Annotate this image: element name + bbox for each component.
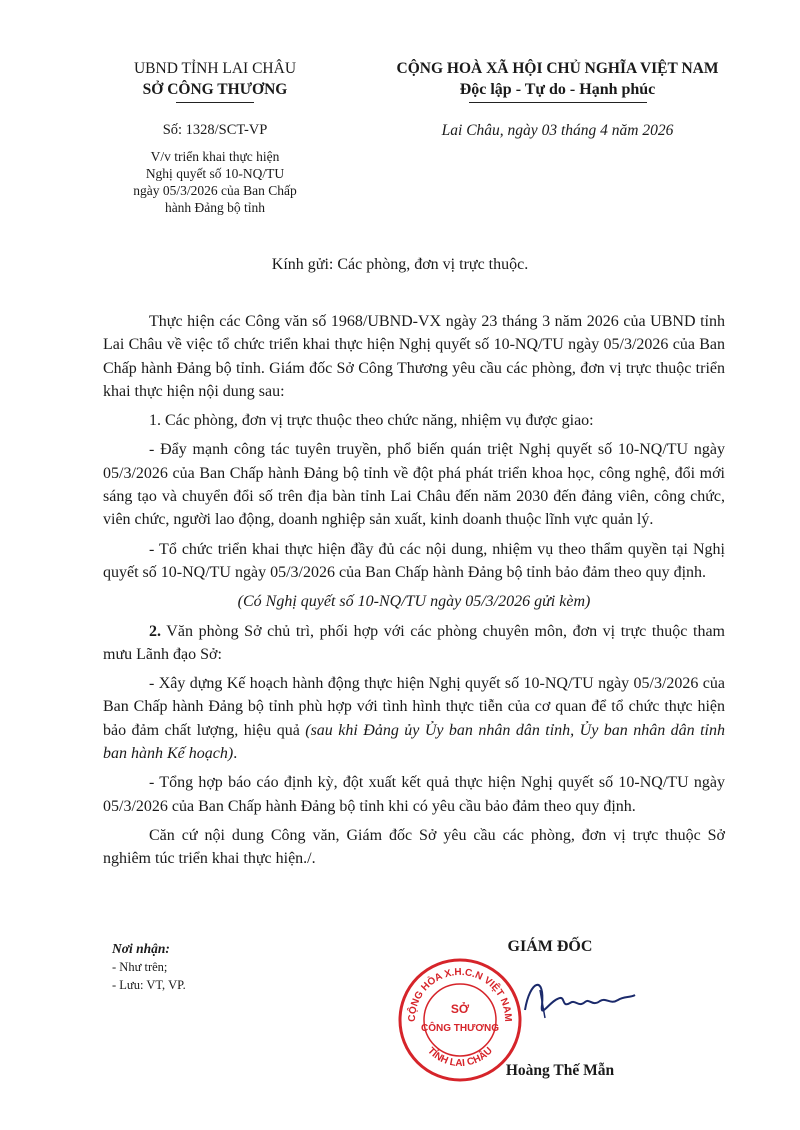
motto-underline bbox=[469, 102, 647, 103]
subject-line: V/v triển khai thực hiện bbox=[150, 149, 280, 164]
recipient-item: - Lưu: VT, VP. bbox=[112, 978, 186, 992]
letter-body bbox=[103, 310, 725, 877]
subject-line: ngày 05/3/2026 của Ban Chấp bbox=[133, 183, 297, 198]
intro-paragraph: Thực hiện các Công văn số 1968/UBND-VX ngày 23 tháng 3 năm 2026 của UBND tỉnh Lai Châu về việc tổ chức triển khai thực hiện Nghị quyết số 10-NQ/TU ngày 05/3/2026 của Ban Chấp hành Đảng bộ tỉnh. Giám đốc Sở Công Thương yêu cầu các phòng, đơn vị trực thuộc triển khai thực hiện nội dung sau: bbox=[103, 313, 725, 400]
recipient-item: - Như trên; bbox=[112, 960, 168, 974]
item1-point-b: - Tổ chức triển khai thực hiện đầy đủ các nội dung, nhiệm vụ theo thẩm quyền tại Nghị quyết số 10-NQ/TU ngày 05/3/2026 của Ban Chấp hành Đảng bộ tỉnh bảo đảm theo quy định. bbox=[103, 540, 725, 581]
document-subject bbox=[100, 148, 330, 216]
item2-point-a-end: . bbox=[233, 745, 238, 763]
item2-point-a bbox=[103, 672, 725, 765]
national-motto: Độc lập - Tự do - Hạnh phúc bbox=[459, 81, 656, 98]
seal-outer-bottom-text: TỈNH LAI CHÂU bbox=[425, 1045, 495, 1070]
item1-heading: 1. Các phòng, đơn vị trực thuộc theo chức năng, nhiệm vụ được giao: bbox=[149, 412, 594, 430]
item2-point-a-text: - Xây dựng Kế hoạch hành động thực hiện Nghị quyết số 10-NQ/TU ngày 05/3/2026 của Ban Chấp hành Đảng bộ tỉnh phù hợp với tình hình thực tiễn của cơ quan để tổ chức thực hiện bảo đảm chất lượng, hiệu quả bbox=[103, 675, 725, 739]
subject-line: Nghị quyết số 10-NQ/TU bbox=[145, 166, 285, 181]
addressee: Kính gửi: Các phòng, đơn vị trực thuộc. bbox=[271, 256, 529, 273]
document-number: Số: 1328/SCT-VP bbox=[162, 122, 268, 138]
subject-line: hành Đảng bộ tỉnh bbox=[164, 200, 266, 215]
recipients-block bbox=[112, 940, 332, 994]
handwritten-signature bbox=[520, 970, 640, 1030]
agency-name: SỞ CÔNG THƯƠNG bbox=[142, 81, 288, 98]
item2-heading-text: Văn phòng Sở chủ trì, phối hợp với các phòng chuyên môn, đơn vị trực thuộc tham mưu Lãnh đạo Sở: bbox=[103, 622, 725, 663]
seal-outer-top-text: CỘNG HÒA X.H.C.N VIỆT NAM bbox=[406, 966, 514, 1023]
nation-name: CỘNG HOÀ XÃ HỘI CHỦ NGHĨA VIỆT NAM bbox=[396, 60, 719, 77]
issue-date: Lai Châu, ngày 03 tháng 4 năm 2026 bbox=[441, 122, 674, 139]
item2-point-a-italic: (sau khi Đảng ủy Ủy ban nhân dân tỉnh, Ủy ban nhân dân tỉnh ban hành Kế hoạch) bbox=[103, 721, 725, 763]
signer-name: Hoàng Thế Mẫn bbox=[505, 1062, 615, 1079]
item1-point-a: - Đẩy mạnh công tác tuyên truyền, phổ biến quán triệt Nghị quyết số 10-NQ/TU ngày 05/3/2026 của Ban Chấp hành Đảng bộ tỉnh về đột phá phát triển khoa học, công nghệ, đổi mới sáng tạo và chuyển đổi số trên địa bàn tỉnh Lai Châu đến năm 2030 đến đảng viên, công chức, viên chức, người lao động, doanh nghiệp sản xuất, kinh doanh thuộc lĩnh vực quản lý. bbox=[103, 441, 725, 529]
seal-center-line1: SỞ bbox=[450, 1002, 470, 1016]
closing-paragraph: Căn cứ nội dung Công văn, Giám đốc Sở yêu cầu các phòng, đơn vị trực thuộc Sở nghiêm túc triển khai thực hiện./. bbox=[103, 826, 725, 868]
national-title bbox=[345, 58, 770, 103]
attachment-note: (Có Nghị quyết số 10-NQ/TU ngày 05/3/2026 gửi kèm) bbox=[237, 593, 591, 611]
item2-heading bbox=[103, 620, 725, 667]
signer-title: GIÁM ĐỐC bbox=[507, 938, 593, 955]
item2-number: 2. bbox=[149, 622, 161, 640]
item2-point-b: - Tổng hợp báo cáo định kỳ, đột xuất kết quả thực hiện Nghị quyết số 10-NQ/TU ngày 05/3/2026 của Ban Chấp hành Đảng bộ tỉnh khi có yêu cầu bảo đảm theo quy định. bbox=[103, 774, 725, 815]
recipients-title: Nơi nhận: bbox=[112, 941, 170, 956]
agency-parent: UBND TỈNH LAI CHÂU bbox=[133, 60, 297, 77]
seal-center-line2: CÔNG THƯƠNG bbox=[421, 1023, 499, 1034]
agency-underline bbox=[176, 102, 254, 103]
issuing-agency bbox=[100, 58, 330, 103]
